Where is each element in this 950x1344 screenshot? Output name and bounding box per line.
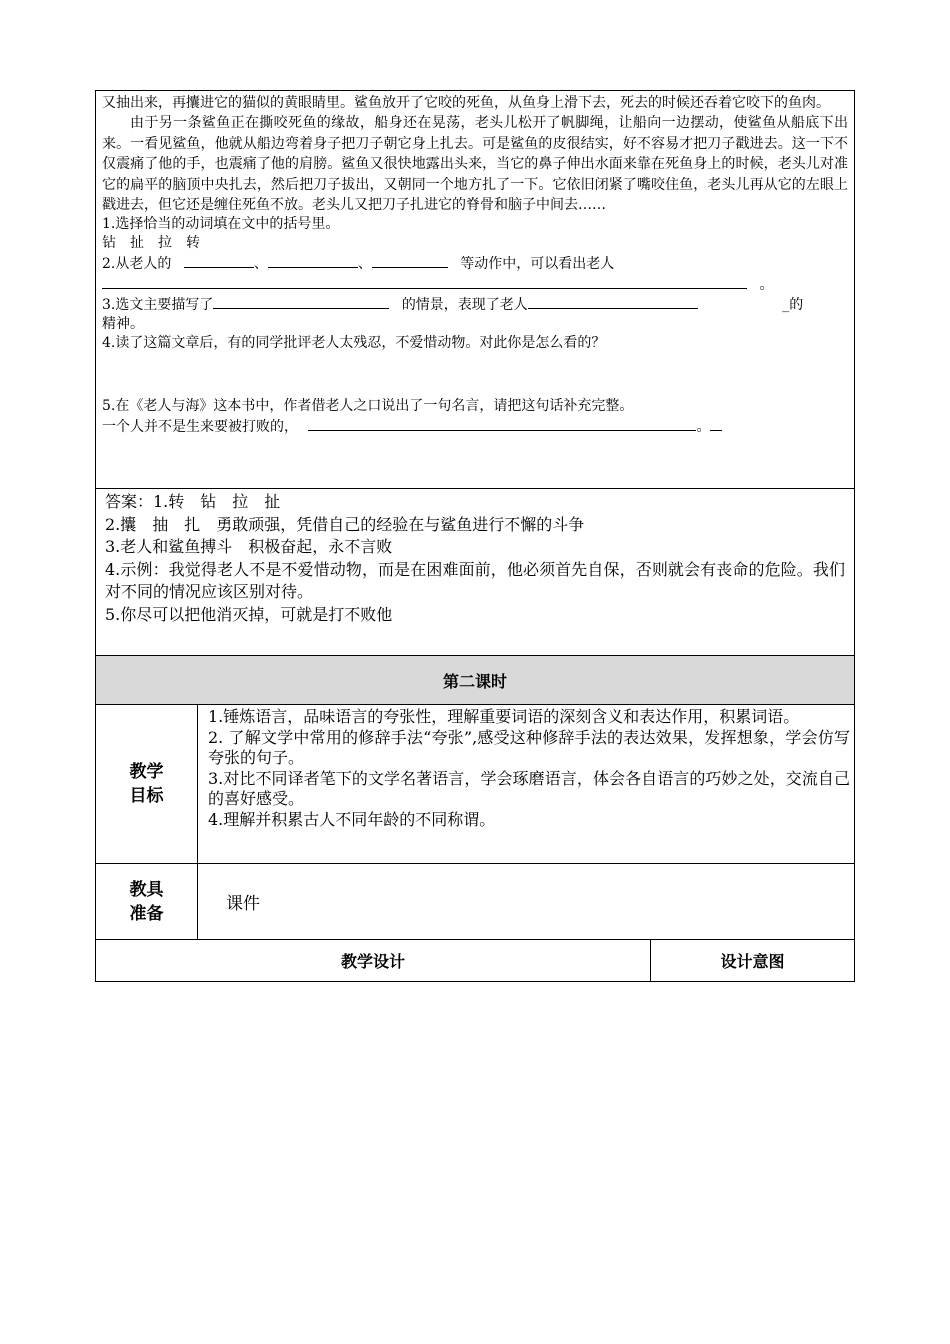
answer-4: 4.示例：我觉得老人不是不爱惜动物，而是在困难面前，他必须首先自保，否则就会有丧命的危险。我们对不同的情况应该区别对待。: [105, 559, 845, 601]
goals-label-line-2: 目标: [129, 786, 164, 806]
question-1-words: 钻 扯 拉 转: [102, 235, 200, 252]
goals-cell: [197, 704, 855, 864]
goal-item: 1.锤炼语言，品味语言的夸张性，理解重要词语的深刻含义和表达作用，积累词语。: [208, 707, 800, 726]
tools-label-line-2: 准备: [129, 903, 164, 924]
passage-paragraph-2: 由于另一条鲨鱼正在撕咬死鱼的缘故，船身还在晃荡，老头儿松开了帆脚绳，让船向一边摆动，使鲨鱼从船底下出来。一看见鲨鱼，他就从船边弯着身子把刀子朝它身上扎去。可是鲨鱼的皮很结实，好不容易才把刀子戳进去。这一下不仅震痛了他的手，也震痛了他的肩膀。鲨鱼又很快地露出头来，当它的鼻子伸出水面来靠在死鱼身上的时候，老头儿对准它的扁平的脑顶中央扎去，然后把刀子拔出，又朝同一个地方扎了一下。它依旧闭紧了嘴咬住鱼，老头儿再从它的左眼上戳进去，但它还是缠住死鱼不放。老头儿又把刀子扎进它的脊骨和脑子中间去……: [102, 115, 848, 214]
question-3-prefix: 3.选文主要描写了: [102, 297, 214, 314]
question-5: 5.在《老人与海》这本书中，作者借老人之口说出了一句名言，请把这句话补充完整。: [102, 398, 634, 415]
question-1: 1.选择恰当的动词填在文中的括号里。: [102, 216, 340, 233]
blank-5[interactable]: [308, 416, 696, 431]
goal-item: 3.对比不同译者笔下的文学名著语言，学会琢磨语言，体会各自语言的巧妙之处，交流自己的喜好感受。: [208, 768, 850, 808]
answers-box: [95, 488, 855, 656]
goals-label-line-1: 教学: [129, 762, 164, 782]
goal-item: 4.理解并积累古人不同年龄的不同称谓。: [208, 809, 496, 829]
tools-label: [95, 863, 198, 940]
reading-passage-box: [95, 90, 855, 488]
blank-2d[interactable]: [102, 274, 747, 289]
answer-5: 5.你尽可以把他消灭掉，可就是打不败他: [105, 604, 393, 624]
blank-3b[interactable]: [528, 294, 698, 309]
question-5-end: 。: [696, 419, 711, 436]
question-4-answer-space[interactable]: [96, 353, 854, 397]
answer-3: 3.老人和鲨鱼搏斗 积极奋起，永不言败: [105, 537, 393, 556]
question-2-end: 。: [759, 277, 774, 294]
tools-value: 课件: [226, 894, 260, 914]
question-3-continued: 精神。: [102, 316, 144, 333]
question-2: [102, 253, 848, 274]
blank-5-tail: [710, 416, 722, 431]
blank-2a[interactable]: [184, 253, 254, 268]
design-header: 教学设计: [95, 939, 651, 982]
question-4: 4.读了这篇文章后，有的同学批评老人太残忍，不爱惜动物。对此你是怎么看的？: [102, 335, 606, 352]
question-5-prefix: 一个人并不是生来要被打败的，: [102, 419, 298, 436]
question-2-prefix: 2.从老人的: [102, 256, 172, 273]
question-2-separator: 、: [357, 256, 372, 273]
lesson-2-title: 第二课时: [95, 655, 855, 705]
question-3: [102, 294, 848, 315]
question-2-answer-line: [102, 274, 848, 294]
blank-2b[interactable]: [268, 253, 358, 268]
tools-label-line-1: 教具: [129, 879, 164, 900]
passage-paragraph-1: 又抽出来，再攮进它的猫似的黄眼睛里。鲨鱼放开了它咬的死鱼，从鱼身上滑下去，死去的时候还吞着它咬下的鱼肉。: [102, 95, 830, 111]
question-3-mid: 的情景，表现了老人: [401, 297, 528, 314]
question-2-separator: 、: [253, 256, 268, 273]
answer-1: 答案：1.转 钻 拉 扯: [105, 492, 281, 511]
blank-3a[interactable]: [213, 294, 389, 309]
question-5-line: [102, 416, 848, 437]
answer-2: 2.攮 抽 扎 勇敢顽强，凭借自己的经验在与鲨鱼进行不懈的斗争: [105, 514, 585, 534]
tools-cell: [197, 863, 855, 940]
question-3-end: _的: [782, 297, 804, 314]
goal-item: 2. 了解文学中常用的修辞手法“夸张”,感受这种修辞手法的表达效果，发挥想象，学会仿写夸张的句子。: [208, 727, 850, 767]
question-2-suffix: 等动作中，可以看出老人: [460, 256, 615, 273]
goals-label: [95, 704, 198, 864]
blank-2c[interactable]: [372, 253, 448, 268]
intent-header: 设计意图: [650, 939, 855, 982]
